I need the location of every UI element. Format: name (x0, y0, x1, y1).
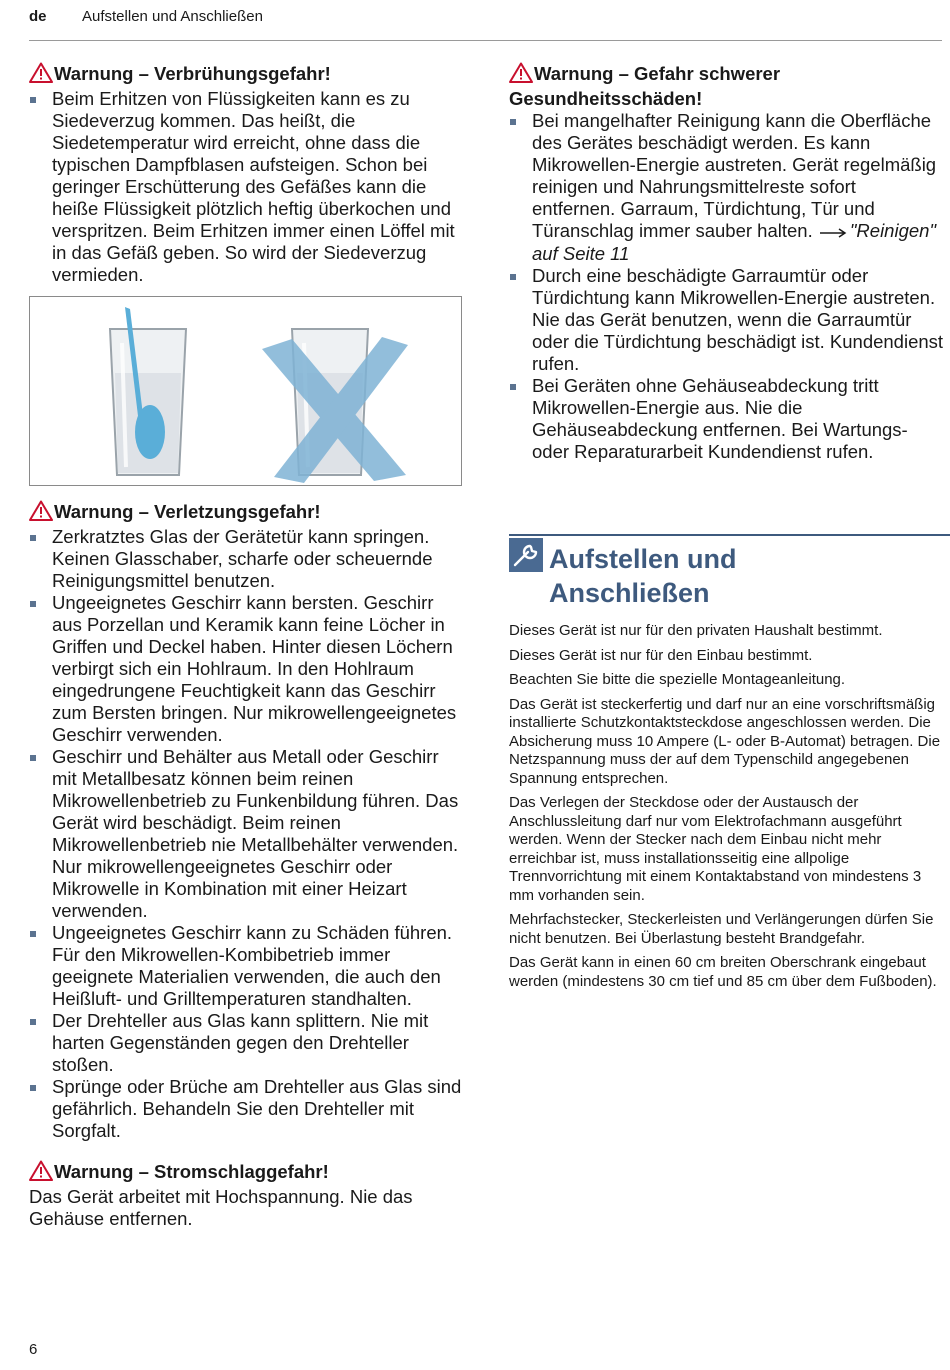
bullet-icon (30, 931, 36, 937)
warning-triangle-icon (29, 62, 53, 88)
list-item: Zerkratztes Glas der Gerätetür kann springen. Keinen Glasschaber, scharfe oder scheuernde Reinigungsmittel benutzen. (29, 526, 465, 592)
list-item: Ungeeignetes Geschirr kann zu Schäden führen. Für den Mikrowellen-Kombibetrieb immer geeignete Materialien verwenden, die auch den Heißluft- und Grilltemperaturen standhalten. (29, 922, 465, 1010)
header-section-title: Aufstellen und Anschließen (82, 8, 263, 25)
glass-with-spoon-icon (110, 307, 186, 475)
bullet-icon (30, 97, 36, 103)
section-title: Aufstellen und Anschließen (549, 544, 737, 609)
cross-reference-page[interactable]: auf Seite 11 (532, 243, 630, 265)
list-item: Beim Erhitzen von Flüssigkeiten kann es zu Siedeverzug kommen. Das heißt, die Siedetemperatur wird erreicht, ohne dass die typischen Dampfblasen aufsteigen. Schon bei geringer Erschütterung des Gefäßes kann die heiße Flüssigkeit plötzlich heftig überkochen und verspritzen. Beim Erhitzen immer einen Löffel mit in das Gefäß geben. So wird der Siedeverzug vermieden. (29, 88, 465, 286)
section-paragraph: Dieses Gerät ist nur für den Einbau bestimmt. (509, 646, 813, 664)
bullet-icon (30, 1085, 36, 1091)
bullet-icon (30, 601, 36, 607)
right-column (509, 62, 944, 997)
warning-health-list-more (509, 265, 944, 463)
page-header (29, 8, 263, 25)
bullet-icon (510, 119, 516, 125)
warning-scald-title: Warnung – Verbrühungsgefahr! (29, 62, 465, 88)
boiling-delay-illustration (29, 296, 462, 486)
cross-reference-link[interactable]: "Reinigen" (849, 220, 937, 241)
warning-injury-list (29, 526, 465, 1142)
page-number: 6 (29, 1341, 38, 1358)
section-body (509, 622, 944, 991)
section-paragraph: Das Gerät kann in einen 60 cm breiten Oberschrank eingebaut werden (mindestens 30 cm tief und 85 cm über dem Fußboden). (509, 954, 937, 990)
list-item: Bei Geräten ohne Gehäuseabdeckung tritt Mikrowellen-Energie aus. Nie die Gehäuseabdeckung entfernen. Bei Wartungs- oder Reparaturarbeit Kundendienst rufen. (509, 375, 944, 463)
list-item: Der Drehteller aus Glas kann splittern. Nie mit harten Gegenständen gegen den Drehteller stoßen. (29, 1010, 465, 1076)
list-item: Durch eine beschädigte Garraumtür oder Türdichtung kann Mikrowellen-Energie austreten. Nie das Gerät benutzen, wenn die Garraumtür oder die Türdichtung beschädigt ist. Kundendienst rufen. (509, 265, 944, 375)
wrench-icon (509, 538, 543, 572)
list-item: Sprünge oder Brüche am Drehteller aus Glas sind gefährlich. Behandeln Sie den Drehteller mit Sorgfalt. (29, 1076, 465, 1142)
section-heading (509, 534, 944, 608)
warning-health-title: Warnung – Gefahr schwerer Gesundheitsschäden! (509, 63, 781, 109)
section-paragraph: Mehrfachstecker, Steckerleisten und Verlängerungen dürfen Sie nicht benutzen. Bei Überlastung besteht Brandgefahr. (509, 911, 934, 947)
warning-shock-title: Warnung – Stromschlaggefahr! (29, 1160, 465, 1186)
warning-scald-list (29, 88, 465, 286)
warning-triangle-icon (29, 1160, 53, 1186)
header-rule (29, 40, 942, 41)
warning-triangle-icon (509, 62, 533, 88)
bullet-icon (30, 755, 36, 761)
warning-injury-title: Warnung – Verletzungsgefahr! (29, 500, 465, 526)
section-paragraph: Das Gerät ist steckerfertig und darf nur an eine vorschriftsmäßig installierte Schutzkontaktsteckdose angeschlossen werden. Die Absicherung muss 10 Ampere (L- oder B-Automat) betragen. Die Netzspannung muss der auf dem Typenschild angegebenen Spannung entsprechen. (509, 695, 941, 787)
language-code: de (29, 8, 47, 25)
list-item: Geschirr und Behälter aus Metall oder Geschirr mit Metallbesatz können beim reinen Mikrowellenbetrieb zu Funkenbildung führen. Das Gerät wird beschädigt. Beim reinen Mikrowellenbetrieb nie Metallbehälter verwenden. Nur mikrowellengeeignetes Geschirr oder Mikrowelle in Kombination mit einer Heizart verwenden. (29, 746, 465, 922)
bullet-icon (510, 274, 516, 280)
arrow-right-icon (818, 221, 850, 243)
left-column (29, 62, 465, 1230)
section-rule (509, 534, 950, 536)
bullet-icon (30, 535, 36, 541)
list-item: Bei mangelhafter Reinigung kann die Oberfläche des Gerätes beschädigt werden. Es kann Mikrowellen-Energie austreten. Gerät regelmäßig reinigen und Nahrungsmittelreste sofort entfernen. Garraum, Türdichtung, Tür und Türanschlag immer sauber halten. "Reinigen" auf Seite 11 (509, 110, 944, 265)
list-item: Ungeeignetes Geschirr kann bersten. Geschirr aus Porzellan und Keramik kann feine Löcher in Griffen und Deckel haben. Hinter diesen Löchern verbirgt sich ein Hohlraum. In den Hohlraum eingedrungene Feuchtigkeit kann das Geschirr zum Bersten bringen. Nur mikrowellengeeignetes Geschirr verwenden. (29, 592, 465, 746)
bullet-icon (510, 384, 516, 390)
section-paragraph: Das Verlegen der Steckdose oder der Austausch der Anschlussleitung darf nur vom Elektrofachmann ausgeführt werden. Wenn der Stecker nach dem Einbau nicht mehr erreichbar ist, muss installationsseitig eine allpolige Trennvorrichtung mit einem Kontaktabstand von mindestens 3 mm vorhanden sein. (509, 794, 922, 904)
section-paragraph: Dieses Gerät ist nur für den privaten Haushalt bestimmt. (509, 622, 883, 640)
warning-shock-text: Das Gerät arbeitet mit Hochspannung. Nie das Gehäuse entfernen. (29, 1186, 413, 1229)
warning-triangle-icon (29, 500, 53, 526)
section-paragraph: Beachten Sie bitte die spezielle Montageanleitung. (509, 671, 846, 689)
bullet-icon (30, 1019, 36, 1025)
warning-health-list (509, 110, 944, 265)
